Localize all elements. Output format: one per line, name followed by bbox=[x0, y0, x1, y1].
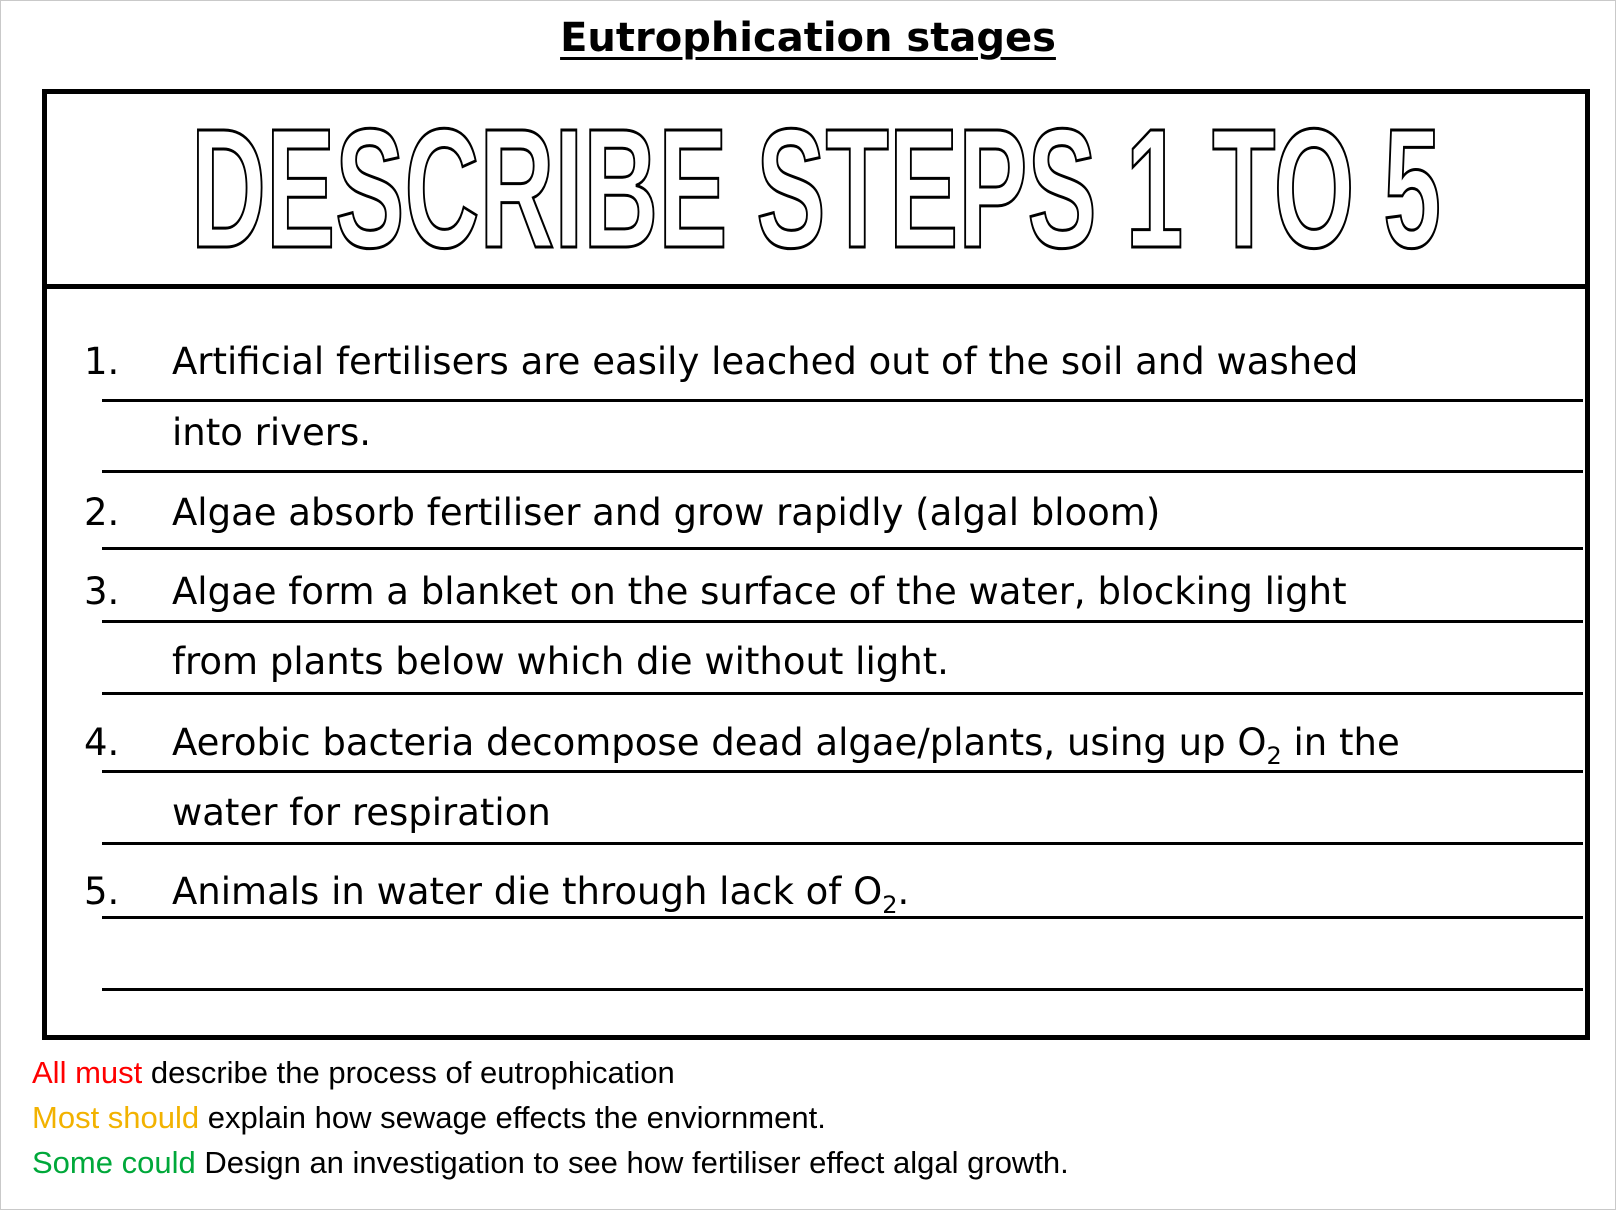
subscript: 2 bbox=[882, 891, 898, 919]
writing-line bbox=[102, 770, 1583, 773]
step-5-text-end: . bbox=[897, 870, 910, 913]
objective-prefix: Some could bbox=[32, 1145, 196, 1180]
writing-line bbox=[102, 988, 1583, 991]
objective-most-should bbox=[32, 1095, 1069, 1140]
step-5-text-start: Animals in water die through lack of O bbox=[172, 870, 883, 913]
objective-prefix: All must bbox=[32, 1055, 143, 1090]
step-3-continuation: from plants below which die without light. bbox=[172, 640, 949, 683]
banner-text: DESCRIBE STEPS 1 TO 5 bbox=[191, 94, 1441, 284]
writing-line bbox=[102, 620, 1583, 623]
step-4-text-start: Aerobic bacteria decompose dead algae/plants, using up O bbox=[172, 721, 1267, 764]
objective-text: Design an investigation to see how fertiliser effect algal growth. bbox=[195, 1145, 1069, 1180]
objective-all-must bbox=[32, 1050, 1069, 1095]
step-3-text: Algae form a blanket on the surface of the water, blocking light bbox=[172, 570, 1347, 613]
objective-some-could bbox=[32, 1140, 1069, 1185]
page-title: Eutrophication stages bbox=[560, 15, 1056, 61]
objective-text: explain how sewage effects the enviornment. bbox=[199, 1100, 826, 1135]
writing-line bbox=[102, 470, 1583, 473]
writing-line bbox=[102, 692, 1583, 695]
step-number: 1. bbox=[84, 340, 120, 383]
worksheet-box bbox=[42, 89, 1590, 1040]
step-number: 4. bbox=[84, 721, 120, 764]
objective-text: describe the process of eutrophication bbox=[142, 1055, 675, 1090]
writing-line bbox=[102, 916, 1583, 919]
step-1-continuation: into rivers. bbox=[172, 411, 372, 454]
step-4-text-end: in the bbox=[1281, 721, 1400, 764]
steps-area bbox=[47, 94, 1585, 1035]
step-number: 2. bbox=[84, 491, 120, 534]
writing-line bbox=[102, 547, 1583, 550]
writing-line bbox=[102, 399, 1583, 402]
subscript: 2 bbox=[1266, 742, 1282, 770]
step-4-text bbox=[172, 720, 1400, 770]
step-4-continuation: water for respiration bbox=[172, 791, 551, 834]
step-number: 5. bbox=[84, 870, 120, 913]
step-1-text: Artificial fertilisers are easily leached out of the soil and washed bbox=[172, 340, 1359, 383]
step-2-text: Algae absorb fertiliser and grow rapidly (algal bloom) bbox=[172, 491, 1161, 534]
writing-line bbox=[102, 842, 1583, 845]
step-number: 3. bbox=[84, 570, 120, 613]
step-5-text bbox=[172, 869, 910, 919]
objective-prefix: Most should bbox=[32, 1100, 200, 1135]
learning-objectives bbox=[32, 1050, 1069, 1185]
